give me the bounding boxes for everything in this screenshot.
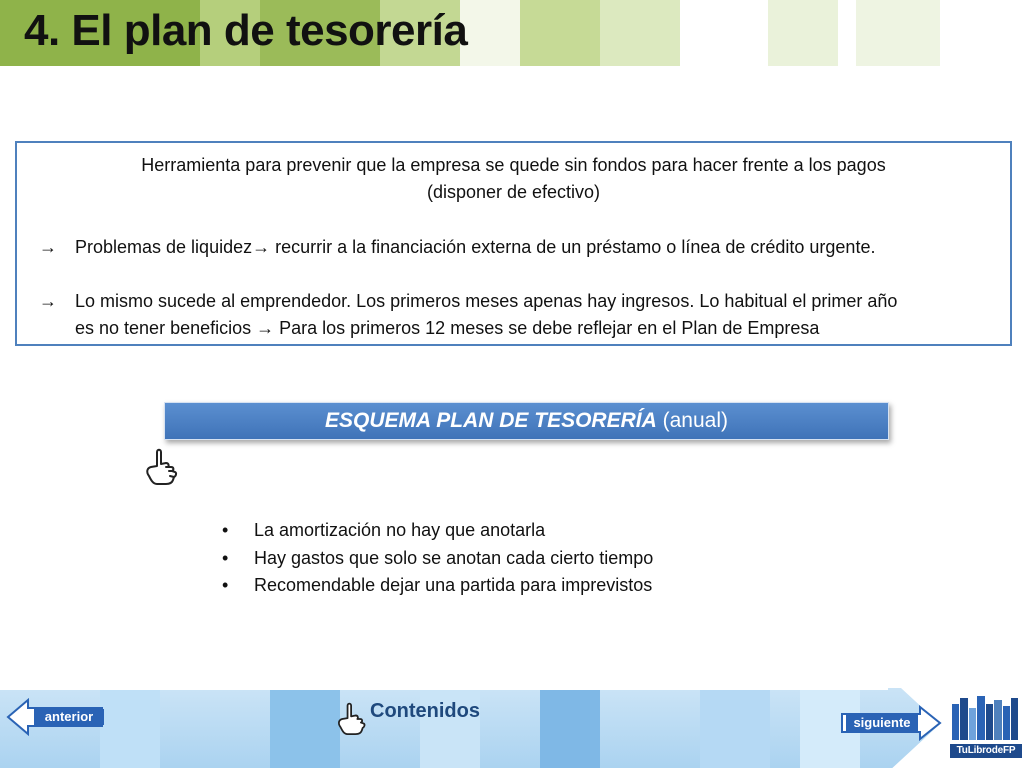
previous-label: anterior [34, 709, 104, 725]
banner-block [600, 0, 680, 66]
banner-block [460, 0, 520, 66]
top-banner [0, 0, 1024, 70]
arrow-right-icon: → [39, 291, 57, 311]
arrow-right-icon: → [252, 237, 271, 257]
intro-line-2: (disponer de efectivo) [426, 182, 601, 202]
notes-list [222, 517, 653, 600]
bullet-entrepreneur-text: es no tener beneficios [75, 318, 257, 338]
bullet-entrepreneur-line-2 [75, 315, 1000, 341]
arrow-right-icon: → [256, 318, 275, 338]
hand-pointer-icon[interactable] [144, 448, 180, 486]
logo-name: TuLibrodeFP [950, 744, 1022, 758]
bullet-entrepreneur-text-2: Para los primeros 12 meses se debe reflejar en el Plan de Empresa [274, 318, 820, 338]
list-item: • Hay gastos que solo se anotan cada cierto tiempo [222, 545, 653, 573]
previous-button[interactable] [6, 698, 106, 736]
info-box [15, 141, 1012, 346]
intro-line-1: Herramienta para prevenir que la empresa se quede sin fondos para hacer frente a los pagos [141, 155, 886, 175]
hand-pointer-icon [336, 702, 368, 736]
banner-block [856, 0, 940, 66]
bullet-liquidity-text: Problemas de liquidez [75, 237, 253, 257]
list-item: • La amortización no hay que anotarla [222, 517, 653, 545]
scheme-button-label-rest: (anual) [656, 409, 728, 432]
scheme-plan-button[interactable] [164, 402, 889, 440]
tulibrodefp-logo [946, 686, 1024, 768]
banner-block [768, 0, 838, 66]
bullet-entrepreneur-line-1: Lo mismo sucede al emprendedor. Los primeros meses apenas hay ingresos. Lo habitual el primer año [75, 291, 898, 311]
scheme-button-label-strong: ESQUEMA PLAN DE TESORERÍA [325, 409, 657, 432]
banner-block [520, 0, 600, 66]
next-button[interactable] [840, 705, 942, 741]
arrow-right-icon: → [39, 237, 57, 257]
contents-label: Contenidos [370, 700, 480, 722]
bullet-liquidity-text-2: recurrir a la financiación externa de un préstamo o línea de crédito urgente. [270, 237, 876, 257]
books-icon [952, 694, 1018, 740]
list-item: • Recomendable dejar una partida para imprevistos [222, 572, 653, 600]
page-title: 4. El plan de tesorería [24, 6, 468, 55]
next-label: siguiente [846, 715, 918, 731]
